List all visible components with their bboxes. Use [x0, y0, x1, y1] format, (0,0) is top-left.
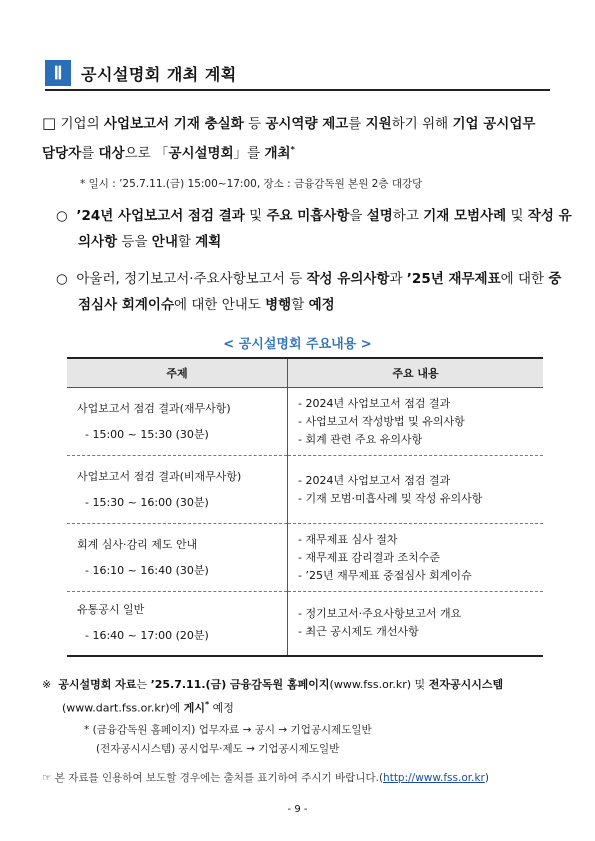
- emphasis-text: 설명: [366, 208, 393, 224]
- citation-note: [42, 770, 489, 785]
- emphasis-text: ’25년 재무제표: [406, 271, 501, 287]
- section-number-badge: Ⅱ: [45, 60, 71, 86]
- table-header-row: [67, 358, 543, 388]
- emphasis-text: 게시: [183, 701, 205, 715]
- emphasis-text: 예정: [308, 297, 335, 313]
- content-item: - 회계 관련 주요 유의사항: [298, 432, 423, 446]
- topic-title: 회계 심사·감리 제도 안내: [77, 537, 198, 551]
- content-cell: [288, 388, 544, 456]
- path-note-fss: * (금융감독원 홈페이지) 업무자료 → 공시 → 기업공시제도일반: [84, 724, 372, 736]
- plain-text: 아울러, 정기보고서·주요사항보고서 등: [76, 271, 307, 287]
- point-text: [76, 208, 571, 250]
- content-cell: [288, 592, 544, 656]
- plain-text: 하기 위해: [391, 116, 453, 132]
- content-item: - ’25년 재무제표 중점심사 회계이슈: [298, 568, 472, 582]
- plain-text: 과: [389, 271, 407, 287]
- intro-footnote-mark: *: [290, 145, 295, 154]
- emphasis-text: 공시설명회 자료: [58, 678, 137, 691]
- plain-text: 할: [291, 297, 309, 313]
- emphasis-text: 중점심사 회계이슈: [78, 271, 562, 313]
- table-title: < 공시설명회 주요내용 >: [223, 337, 372, 352]
- emphasis-text: 작성 유의사항: [306, 271, 390, 287]
- emphasis-text: 계획: [195, 234, 222, 250]
- emphasis-text: 기재 모범사례: [423, 208, 507, 224]
- emphasis-text: ’25.7.11.(금) 금융감독원 홈페이지: [150, 678, 330, 691]
- plain-text: 을: [349, 208, 367, 224]
- topic-cell: [67, 456, 288, 524]
- content-item: - 2024년 사업보고서 점검 결과: [298, 473, 451, 487]
- content-item: - 사업보고서 작성방법 및 유의사항: [298, 414, 465, 428]
- topic-cell: [67, 524, 288, 592]
- emphasis-text: 병행: [265, 297, 292, 313]
- materials-tail: 예정: [209, 701, 234, 715]
- plain-text: (www.fss.or.kr) 및: [329, 678, 429, 691]
- circle-bullet-icon: ○: [56, 208, 68, 224]
- emphasis-text: 사업보고서 기재 충실화: [103, 116, 244, 132]
- content-item: - 기재 모범·미흡사례 및 작성 유의사항: [298, 491, 483, 505]
- table-row: [67, 388, 543, 456]
- materials-footnote-mark: *: [204, 700, 210, 709]
- point-item: [56, 266, 574, 318]
- plain-text: 및: [244, 208, 267, 224]
- content-item: - 정기보고서·주요사항보고서 개요: [298, 607, 462, 621]
- content-item: - 2024년 사업보고서 점검 결과: [298, 396, 451, 410]
- square-bullet-icon: □: [42, 114, 57, 132]
- emphasis-text: 대상: [98, 145, 125, 162]
- emphasis-text: 지원: [365, 116, 392, 132]
- emphasis-text: 작성 유의사항: [78, 208, 572, 250]
- plain-text: 하고: [392, 208, 424, 224]
- section-heading: [45, 58, 550, 88]
- citation-close: ): [484, 772, 489, 784]
- plain-text: 를: [348, 116, 366, 132]
- topic-time: - 16:40 ~ 17:00 (20분): [85, 629, 209, 643]
- reference-mark-icon: ※: [42, 678, 52, 691]
- emphasis-text: 주요 미흡사항: [266, 208, 350, 224]
- emphasis-text: 전자공시시스템: [428, 678, 504, 691]
- agenda-table: [67, 357, 543, 657]
- header-content: 주요 내용: [288, 358, 544, 388]
- plain-text: 및: [506, 208, 528, 224]
- topic-title: 사업보고서 점검 결과(비재무사항): [77, 469, 242, 483]
- materials-note: [42, 675, 577, 719]
- intro-text: [42, 116, 535, 162]
- emphasis-text: ’24년 사업보고서 점검 결과: [76, 208, 245, 224]
- topic-title: 유통공시 일반: [77, 603, 145, 617]
- plain-text: 에 대한 안내도: [174, 297, 266, 313]
- fss-website-link[interactable]: http://www.fss.or.kr: [383, 772, 485, 784]
- section-underline: [45, 89, 550, 91]
- emphasis-text: 기업 공시업무 담당자: [42, 116, 536, 162]
- plain-text: 를: [81, 145, 99, 162]
- plain-text: 에 대한: [500, 271, 549, 287]
- content-cell: [288, 456, 544, 524]
- emphasis-text: 안내: [151, 234, 178, 250]
- header-topic: 주제: [67, 358, 288, 388]
- plain-text: 는: [136, 678, 151, 691]
- topic-time: - 15:00 ~ 15:30 (30분): [85, 427, 209, 441]
- plain-text: 등을: [117, 234, 152, 250]
- emphasis-text: 공시역량 제고: [265, 116, 349, 132]
- table-row: [67, 524, 543, 592]
- page-number: - 9 -: [287, 804, 308, 815]
- topic-cell: [67, 592, 288, 656]
- citation-text: 본 자료를 인용하여 보도할 경우에는 출처를 표기하여 주시기 바랍니다.(: [54, 772, 384, 784]
- section-title: 공시설명회 개최 계획: [81, 65, 237, 84]
- materials-text: [58, 678, 503, 715]
- content-cell: [288, 524, 544, 592]
- emphasis-text: 개최: [264, 145, 291, 162]
- point-text: [76, 271, 561, 313]
- content-item: - 재무제표 심사 절차: [298, 532, 398, 546]
- plain-text: 기업의: [60, 116, 104, 132]
- plain-text: (www.dart.fss.or.kr)에: [62, 701, 184, 715]
- schedule-note: * 일시 : ’25.7.11.(금) 15:00~17:00, 장소 : 금융감독원 본원 2층 대강당: [80, 178, 423, 190]
- topic-title: 사업보고서 점검 결과(재무사항): [77, 401, 231, 415]
- pointing-hand-icon: ☞: [42, 772, 52, 784]
- plain-text: 으로 「: [124, 145, 169, 162]
- circle-bullet-icon: ○: [56, 271, 68, 287]
- plain-text: 할: [177, 234, 196, 250]
- plain-text: 등: [243, 116, 266, 132]
- path-note-dart: (전자공시시스템) 공시업무·제도 → 기업공시제도일반: [96, 743, 340, 755]
- table-row: [67, 592, 543, 656]
- topic-cell: [67, 388, 288, 456]
- topic-time: - 16:10 ~ 16:40 (30분): [85, 563, 209, 577]
- content-item: - 재무제표 감리결과 조치수준: [298, 550, 440, 564]
- topic-time: - 15:30 ~ 16:00 (30분): [85, 495, 209, 509]
- plain-text: 」를: [233, 145, 265, 162]
- emphasis-text: 공시설명회: [168, 145, 234, 162]
- content-item: - 최근 공시제도 개선사항: [298, 625, 419, 639]
- table-row: [67, 456, 543, 524]
- intro-paragraph: [42, 110, 552, 167]
- point-item: [56, 203, 574, 255]
